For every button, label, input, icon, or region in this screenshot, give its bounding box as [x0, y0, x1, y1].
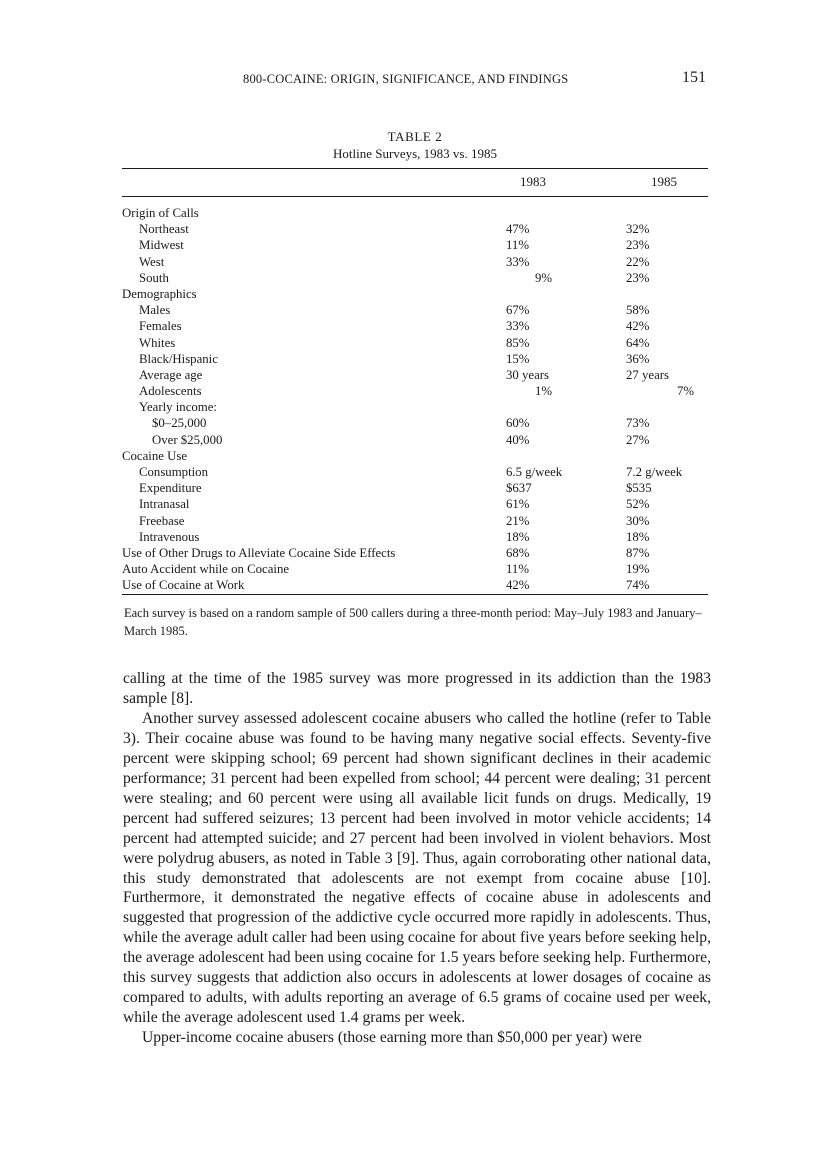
table-row: [122, 529, 708, 545]
table-row: [122, 351, 708, 367]
value-1985: 19%: [626, 562, 650, 577]
value-1985: 58%: [626, 303, 650, 318]
value-1983: 60%: [506, 416, 530, 431]
value-1983: 21%: [506, 513, 530, 528]
table-row: [122, 513, 708, 529]
table-row: [122, 415, 708, 431]
value-1983: 15%: [506, 351, 530, 366]
paragraph: Another survey assessed adolescent cocaine abusers who called the hotline (refer to Table 3). Their cocaine abuse was found to be having many negative social effects. Seventy-five percent were skipping school; 69 percent had shown significant declines in their academic performance; 31 percent had been expelled from school; 44 percent were dealing; 31 percent were stealing; and 60 percent were using all available licit funds on drugs. Medically, 19 percent had suffered seizures; 13 percent had been involved in motor vehicle accidents; 14 percent had attempted suicide; and 27 percent had been involved in violent behaviors. Most were polydrug abusers, as noted in Table 3 [9]. Thus, again corroborating other national data, this study demonstrated that adolescents are not exempt from cocaine abuse [10]. Furthermore, it demonstrated the negative effects of cocaine abuse in adolescents and suggested that progression of the addictive cycle occurred more rapidly in adolescents. Thus, while the average adult caller had been using cocaine for about five years before seeking help, the average adolescent had been using cocaine for 1.5 years before seeking help. Furthermore, this survey suggests that addiction also occurs in adolescents at lower dosages of cocaine as compared to adults, with adults reporting an average of 6.5 grams of cocaine used per week, while the average adolescent used 1.4 grams per week.: [123, 709, 711, 1027]
value-1983: 33%: [506, 319, 530, 334]
row-label: South: [139, 270, 169, 285]
table-row: [122, 318, 708, 334]
table-row: [122, 302, 708, 318]
paragraph: Upper-income cocaine abusers (those earning more than $50,000 per year) were: [142, 1029, 642, 1047]
value-1985: 23%: [626, 238, 650, 253]
row-label: Males: [139, 303, 171, 318]
table-row: [122, 432, 708, 448]
row-label: Intranasal: [139, 497, 190, 512]
value-1983: 18%: [506, 529, 530, 544]
value-1985: 30%: [626, 513, 650, 528]
table-row: [122, 270, 708, 286]
row-label: Auto Accident while on Cocaine: [122, 562, 290, 577]
value-1983: 11%: [506, 562, 529, 577]
table-footnote: Each survey is based on a random sample of 500 callers during a three-month period: May–July 1983 and January–March 1985.: [124, 606, 702, 638]
table-header-rule: [122, 196, 708, 197]
value-1985: 32%: [626, 222, 650, 237]
row-label: Northeast: [139, 222, 189, 237]
row-label: Cocaine Use: [122, 448, 188, 463]
table-row: [122, 286, 708, 302]
running-head: 800-COCAINE: ORIGIN, SIGNIFICANCE, AND FINDINGS: [243, 72, 569, 86]
row-label: Average age: [139, 367, 203, 382]
row-label: Black/Hispanic: [139, 351, 218, 366]
table-row: [122, 480, 708, 496]
table-row: [122, 496, 708, 512]
row-label: Whites: [139, 335, 176, 350]
value-1983: $637: [506, 481, 532, 496]
row-label: Over $25,000: [152, 432, 223, 447]
table-top-rule: [122, 168, 708, 169]
row-label: Intravenous: [139, 529, 200, 544]
value-1983: 1%: [534, 384, 552, 399]
table-row: [122, 448, 708, 464]
table-row: [122, 399, 708, 415]
table-row: [122, 561, 708, 577]
row-label: Consumption: [139, 465, 208, 479]
column-header-1985: 1985: [651, 174, 677, 189]
row-label: Origin of Calls: [122, 206, 199, 220]
value-1985: 27 years: [626, 367, 669, 382]
row-label: Use of Cocaine at Work: [122, 578, 245, 593]
table-row: [122, 221, 708, 237]
value-1985: 73%: [626, 416, 650, 431]
table-row: [122, 335, 708, 351]
value-1985: 7%: [676, 384, 694, 399]
table-label: TABLE 2: [387, 129, 443, 144]
table-body: [122, 205, 708, 594]
value-1985: 36%: [626, 351, 650, 366]
value-1985: 18%: [626, 529, 650, 544]
value-1983: 85%: [506, 335, 530, 350]
value-1983: 11%: [506, 238, 529, 253]
body-text: [123, 669, 711, 1048]
value-1985: 27%: [626, 432, 650, 447]
value-1983: 61%: [506, 497, 530, 512]
value-1985: 64%: [626, 335, 650, 350]
table-row: [122, 205, 708, 221]
row-label: West: [139, 254, 165, 269]
column-header-1983: 1983: [520, 174, 546, 189]
page-header: [0, 69, 816, 91]
row-label: Use of Other Drugs to Alleviate Cocaine Side Effects: [122, 545, 396, 560]
value-1983: 9%: [534, 270, 552, 285]
table-row: [122, 237, 708, 253]
value-1985: $535: [626, 481, 652, 496]
row-label: Demographics: [122, 286, 197, 301]
table-row: [122, 254, 708, 270]
value-1983: 30 years: [506, 367, 549, 382]
value-1985: 7.2 g/week: [626, 465, 683, 479]
row-label: Expenditure: [139, 481, 202, 496]
table-row: [122, 577, 708, 593]
value-1985: 42%: [626, 319, 650, 334]
value-1983: 6.5 g/week: [506, 465, 563, 479]
value-1983: 42%: [506, 578, 530, 593]
data-table: [122, 128, 708, 593]
row-label: Adolescents: [139, 384, 202, 399]
value-1983: 67%: [506, 303, 530, 318]
table-row: [122, 367, 708, 383]
table-row: [122, 383, 708, 399]
value-1983: 68%: [506, 545, 530, 560]
value-1983: 47%: [506, 222, 530, 237]
row-label: Freebase: [139, 513, 185, 528]
row-label: Midwest: [139, 238, 184, 253]
value-1983: 40%: [506, 432, 530, 447]
table-row: [122, 464, 708, 480]
table-bottom-rule: [122, 594, 708, 595]
value-1983: 33%: [506, 254, 530, 269]
row-label: Females: [139, 319, 182, 334]
value-1985: 23%: [626, 270, 650, 285]
paragraph: calling at the time of the 1985 survey was more progressed in its addiction than the 1983 sample [8].: [123, 670, 711, 707]
page-number: 151: [682, 69, 706, 86]
row-label: $0–25,000: [152, 416, 207, 431]
value-1985: 87%: [626, 545, 650, 560]
value-1985: 74%: [626, 578, 650, 593]
row-label: Yearly income:: [139, 400, 217, 415]
value-1985: 52%: [626, 497, 650, 512]
table-row: [122, 545, 708, 561]
value-1985: 22%: [626, 254, 650, 269]
table-caption: Hotline Surveys, 1983 vs. 1985: [333, 146, 497, 161]
